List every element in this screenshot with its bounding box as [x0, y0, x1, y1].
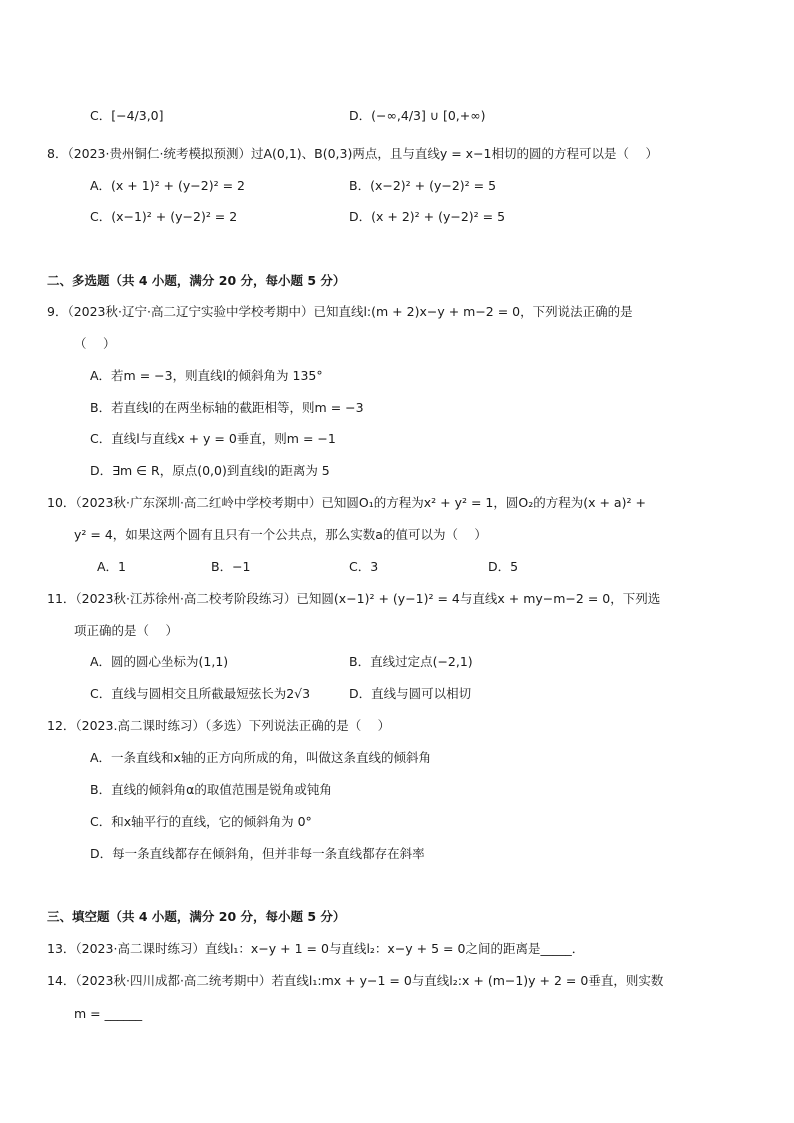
q10-option-a: A．1 [97, 559, 127, 574]
q8-option-c: C．(x−1)² + (y−2)² = 2 [90, 209, 238, 224]
q11-stem-2: 项正确的是（ ） [74, 623, 178, 638]
q7-option-c: C．[−4/3,0] [90, 108, 164, 123]
q7-option-d: D．(−∞,4/3] ∪ [0,+∞) [349, 108, 486, 123]
q11-stem-1: 11．（2023秋·江苏徐州·高二校考阶段练习）已知圆(x−1)² + (y−1)² = 4与直线x + my−m−2 = 0，下列选 [47, 591, 661, 606]
q12-option-d: D．每一条直线都存在倾斜角，但并非每一条直线都存在斜率 [90, 846, 425, 861]
q9-stem-1: 9．（2023秋·辽宁·高二辽宁实验中学校考期中）已知直线l:(m + 2)x−y + m−2 = 0，下列说法正确的是 [47, 304, 633, 319]
q14-stem-2: m = ______ [74, 1006, 143, 1021]
q10-option-d: D．5 [488, 559, 519, 574]
q12-option-a: A．一条直线和x轴的正方向所成的角，叫做这条直线的倾斜角 [90, 750, 431, 765]
q11-option-d: D．直线与圆可以相切 [349, 686, 472, 701]
q10-stem-1: 10．（2023秋·广东深圳·高二红岭中学校考期中）已知圆O₁的方程为x² + y² = 1，圆O₂的方程为(x + a)² + [47, 495, 646, 510]
q10-option-c: C．3 [349, 559, 379, 574]
q11-option-a: A．圆的圆心坐标为(1,1) [90, 654, 229, 669]
q11-option-c: C．直线与圆相交且所截最短弦长为2√3 [90, 686, 311, 701]
q9-stem-2: （ ） [74, 336, 116, 351]
q8-option-a: A．(x + 1)² + (y−2)² = 2 [90, 178, 245, 193]
q8-option-d: D．(x + 2)² + (y−2)² = 5 [349, 209, 506, 224]
q9-option-c: C．直线l与直线x + y = 0垂直，则m = −1 [90, 431, 336, 446]
q9-option-b: B．若直线l的在两坐标轴的截距相等，则m = −3 [90, 400, 364, 415]
q9-option-a: A．若m = −3，则直线l的倾斜角为 135° [90, 368, 323, 383]
section-2-heading: 二、多选题（共 4 小题，满分 20 分，每小题 5 分） [47, 273, 346, 288]
q8-option-b: B．(x−2)² + (y−2)² = 5 [349, 178, 497, 193]
q10-stem-2: y² = 4，如果这两个圆有且只有一个公共点，那么实数a的值可以为（ ） [74, 527, 487, 542]
q14-stem-1: 14．（2023秋·四川成都·高二统考期中）若直线l₁:mx + y−1 = 0与直线l₂:x + (m−1)y + 2 = 0垂直，则实数 [47, 973, 664, 988]
q11-option-b: B．直线过定点(−2,1) [349, 654, 473, 669]
q12-stem: 12．（2023.高二课时练习）（多选）下列说法正确的是（ ） [47, 718, 391, 733]
q13-stem: 13．（2023·高二课时练习）直线l₁：x−y + 1 = 0与直线l₂：x−y + 5 = 0之间的距离是_____． [47, 941, 585, 956]
q12-option-c: C．和x轴平行的直线，它的倾斜角为 0° [90, 814, 312, 829]
q10-option-b: B．−1 [211, 559, 251, 574]
q9-option-d: D．∃m ∈ R，原点(0,0)到直线l的距离为 5 [90, 463, 330, 478]
section-3-heading: 三、填空题（共 4 小题，满分 20 分，每小题 5 分） [47, 909, 346, 924]
q8-stem: 8．（2023·贵州铜仁·统考模拟预测）过A(0,1)、B(0,3)两点，且与直线y = x−1相切的圆的方程可以是（ ） [47, 146, 658, 161]
q12-option-b: B．直线的倾斜角α的取值范围是锐角或钝角 [90, 782, 332, 797]
